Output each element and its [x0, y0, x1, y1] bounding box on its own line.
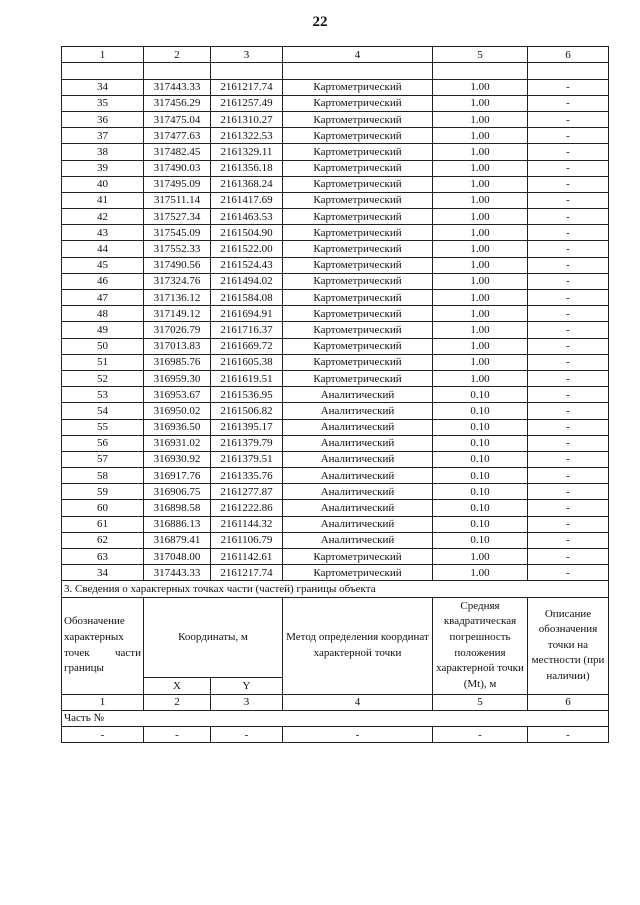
- description-cell: -: [528, 306, 609, 322]
- point-number-cell: 39: [62, 160, 144, 176]
- x-coordinate-cell: 317477.63: [144, 128, 211, 144]
- description-cell: -: [528, 516, 609, 532]
- method-cell: Картометрический: [283, 209, 433, 225]
- table-row: [62, 354, 609, 370]
- header-description: Описание обозначения точки на местности (при наличии): [528, 597, 609, 694]
- error-cell: 0.10: [433, 451, 528, 467]
- page-number: 22: [312, 14, 328, 30]
- method-cell: Картометрический: [283, 322, 433, 338]
- table-row: [62, 111, 609, 127]
- description-cell: -: [528, 435, 609, 451]
- y-coordinate-cell: 2161669.72: [211, 338, 283, 354]
- x-coordinate-cell: 317511.14: [144, 192, 211, 208]
- error-cell: 0.10: [433, 500, 528, 516]
- point-number-cell: 63: [62, 549, 144, 565]
- table-row: [62, 128, 609, 144]
- point-number-cell: 50: [62, 338, 144, 354]
- method-cell: Картометрический: [283, 273, 433, 289]
- method-cell: Аналитический: [283, 516, 433, 532]
- description-cell: -: [528, 95, 609, 111]
- point-number-cell: 46: [62, 273, 144, 289]
- table-row: [62, 516, 609, 532]
- error-cell: 1.00: [433, 322, 528, 338]
- column-number: 5: [433, 47, 528, 63]
- method-cell: Картометрический: [283, 176, 433, 192]
- table-row: [62, 192, 609, 208]
- empty-row: [62, 63, 609, 79]
- error-cell: 1.00: [433, 95, 528, 111]
- error-cell: 1.00: [433, 338, 528, 354]
- method-cell: Картометрический: [283, 290, 433, 306]
- y-coordinate-cell: 2161368.24: [211, 176, 283, 192]
- description-cell: -: [528, 500, 609, 516]
- method-cell: Аналитический: [283, 500, 433, 516]
- point-number-cell: 52: [62, 370, 144, 386]
- table-row: [62, 500, 609, 516]
- y-coordinate-cell: 2161106.79: [211, 532, 283, 548]
- empty-cell: -: [62, 726, 144, 742]
- method-cell: Аналитический: [283, 468, 433, 484]
- y-coordinate-cell: 2161144.32: [211, 516, 283, 532]
- method-cell: Картометрический: [283, 370, 433, 386]
- table-row: [62, 565, 609, 581]
- description-cell: -: [528, 241, 609, 257]
- table-row: [62, 209, 609, 225]
- x-coordinate-cell: 317490.03: [144, 160, 211, 176]
- y-coordinate-cell: 2161257.49: [211, 95, 283, 111]
- table-row: [62, 532, 609, 548]
- x-coordinate-cell: 316950.02: [144, 403, 211, 419]
- x-coordinate-cell: 317490.56: [144, 257, 211, 273]
- y-coordinate-cell: 2161335.76: [211, 468, 283, 484]
- error-cell: 1.00: [433, 209, 528, 225]
- table-row: [62, 451, 609, 467]
- point-number-cell: 48: [62, 306, 144, 322]
- error-cell: 0.10: [433, 435, 528, 451]
- description-cell: -: [528, 273, 609, 289]
- method-cell: Картометрический: [283, 95, 433, 111]
- point-number-cell: 59: [62, 484, 144, 500]
- error-cell: 1.00: [433, 354, 528, 370]
- error-cell: 1.00: [433, 111, 528, 127]
- description-cell: -: [528, 144, 609, 160]
- table-row: [62, 370, 609, 386]
- column-number: 6: [528, 47, 609, 63]
- header-y: Y: [211, 678, 283, 695]
- point-number-cell: 58: [62, 468, 144, 484]
- point-number-cell: 56: [62, 435, 144, 451]
- description-cell: -: [528, 484, 609, 500]
- y-coordinate-cell: 2161494.02: [211, 273, 283, 289]
- x-coordinate-cell: 317456.29: [144, 95, 211, 111]
- part-label-row: [62, 710, 609, 726]
- method-cell: Картометрический: [283, 128, 433, 144]
- description-cell: -: [528, 532, 609, 548]
- point-number-cell: 34: [62, 565, 144, 581]
- error-cell: 1.00: [433, 192, 528, 208]
- description-cell: -: [528, 468, 609, 484]
- x-coordinate-cell: 316953.67: [144, 387, 211, 403]
- x-coordinate-cell: 317475.04: [144, 111, 211, 127]
- method-cell: Картометрический: [283, 79, 433, 95]
- error-cell: 0.10: [433, 484, 528, 500]
- boundary-points-table: [61, 46, 609, 743]
- y-coordinate-cell: 2161379.79: [211, 435, 283, 451]
- point-number-cell: 61: [62, 516, 144, 532]
- table-row: [62, 419, 609, 435]
- x-coordinate-cell: 317324.76: [144, 273, 211, 289]
- point-number-cell: 35: [62, 95, 144, 111]
- section-title: 3. Сведения о характерных точках части (частей) границы объекта: [62, 581, 609, 597]
- point-number-cell: 36: [62, 111, 144, 127]
- method-cell: Аналитический: [283, 532, 433, 548]
- error-cell: 1.00: [433, 241, 528, 257]
- x-coordinate-cell: 317048.00: [144, 549, 211, 565]
- description-cell: -: [528, 549, 609, 565]
- method-cell: Картометрический: [283, 354, 433, 370]
- y-coordinate-cell: 2161605.38: [211, 354, 283, 370]
- method-cell: Аналитический: [283, 419, 433, 435]
- error-cell: 1.00: [433, 176, 528, 192]
- empty-cell: -: [283, 726, 433, 742]
- x-coordinate-cell: 316936.50: [144, 419, 211, 435]
- x-coordinate-cell: 316879.41: [144, 532, 211, 548]
- table-row: [62, 484, 609, 500]
- y-coordinate-cell: 2161329.11: [211, 144, 283, 160]
- table-row: [62, 322, 609, 338]
- x-coordinate-cell: 317443.33: [144, 79, 211, 95]
- empty-cell: -: [433, 726, 528, 742]
- table-row: [62, 290, 609, 306]
- error-cell: 0.10: [433, 403, 528, 419]
- point-number-cell: 44: [62, 241, 144, 257]
- point-number-cell: 57: [62, 451, 144, 467]
- description-cell: -: [528, 225, 609, 241]
- header-coordinates: Координаты, м: [144, 597, 283, 678]
- header-method: Метод определения координат характерной точки: [283, 597, 433, 694]
- y-coordinate-cell: 2161504.90: [211, 225, 283, 241]
- point-number-cell: 40: [62, 176, 144, 192]
- y-coordinate-cell: 2161522.00: [211, 241, 283, 257]
- y-coordinate-cell: 2161222.86: [211, 500, 283, 516]
- table-row: [62, 241, 609, 257]
- x-coordinate-cell: 317495.09: [144, 176, 211, 192]
- description-cell: -: [528, 176, 609, 192]
- x-coordinate-cell: 317136.12: [144, 290, 211, 306]
- description-cell: -: [528, 128, 609, 144]
- table-row: [62, 403, 609, 419]
- y-coordinate-cell: 2161417.69: [211, 192, 283, 208]
- error-cell: 0.10: [433, 516, 528, 532]
- section-title-row: [62, 581, 609, 597]
- description-cell: -: [528, 257, 609, 273]
- point-number-cell: 47: [62, 290, 144, 306]
- point-number-cell: 60: [62, 500, 144, 516]
- y-coordinate-cell: 2161619.51: [211, 370, 283, 386]
- description-cell: -: [528, 290, 609, 306]
- description-cell: -: [528, 370, 609, 386]
- empty-cell: -: [211, 726, 283, 742]
- column-number: 4: [283, 47, 433, 63]
- column-number: 1: [62, 47, 144, 63]
- column-number: 4: [283, 694, 433, 710]
- method-cell: Картометрический: [283, 241, 433, 257]
- point-number-cell: 54: [62, 403, 144, 419]
- y-coordinate-cell: 2161217.74: [211, 565, 283, 581]
- description-cell: -: [528, 403, 609, 419]
- x-coordinate-cell: 316985.76: [144, 354, 211, 370]
- y-coordinate-cell: 2161379.51: [211, 451, 283, 467]
- error-cell: 0.10: [433, 387, 528, 403]
- column-number-row: [62, 47, 609, 63]
- y-coordinate-cell: 2161322.53: [211, 128, 283, 144]
- part-label: Часть №: [62, 710, 609, 726]
- method-cell: Картометрический: [283, 338, 433, 354]
- method-cell: Аналитический: [283, 435, 433, 451]
- y-coordinate-cell: 2161463.53: [211, 209, 283, 225]
- error-cell: 0.10: [433, 468, 528, 484]
- table-row: [62, 257, 609, 273]
- point-number-cell: 41: [62, 192, 144, 208]
- description-cell: -: [528, 160, 609, 176]
- column-number: 1: [62, 694, 144, 710]
- x-coordinate-cell: 316906.75: [144, 484, 211, 500]
- description-cell: -: [528, 338, 609, 354]
- y-coordinate-cell: 2161506.82: [211, 403, 283, 419]
- y-coordinate-cell: 2161536.95: [211, 387, 283, 403]
- x-coordinate-cell: 317552.33: [144, 241, 211, 257]
- column-number: 2: [144, 694, 211, 710]
- y-coordinate-cell: 2161524.43: [211, 257, 283, 273]
- description-cell: -: [528, 451, 609, 467]
- header-point-designation: Обозначение характерных точек части границы: [62, 597, 144, 694]
- y-coordinate-cell: 2161217.74: [211, 79, 283, 95]
- error-cell: 1.00: [433, 144, 528, 160]
- point-number-cell: 37: [62, 128, 144, 144]
- point-number-cell: 38: [62, 144, 144, 160]
- empty-cell: -: [528, 726, 609, 742]
- point-number-cell: 34: [62, 79, 144, 95]
- header-x: X: [144, 678, 211, 695]
- method-cell: Картометрический: [283, 111, 433, 127]
- error-cell: 1.00: [433, 290, 528, 306]
- description-cell: -: [528, 79, 609, 95]
- y-coordinate-cell: 2161277.87: [211, 484, 283, 500]
- point-number-cell: 53: [62, 387, 144, 403]
- part-empty-row: [62, 726, 609, 742]
- header-error: Средняя квадратическая погрешность положения характерной точки (Mt), м: [433, 597, 528, 694]
- empty-cell: -: [144, 726, 211, 742]
- x-coordinate-cell: 316917.76: [144, 468, 211, 484]
- x-coordinate-cell: 317545.09: [144, 225, 211, 241]
- x-coordinate-cell: 317482.45: [144, 144, 211, 160]
- method-cell: Картометрический: [283, 306, 433, 322]
- table-row: [62, 144, 609, 160]
- table-row: [62, 160, 609, 176]
- description-cell: -: [528, 354, 609, 370]
- point-number-cell: 51: [62, 354, 144, 370]
- x-coordinate-cell: 317527.34: [144, 209, 211, 225]
- x-coordinate-cell: 317013.83: [144, 338, 211, 354]
- column-number: 3: [211, 47, 283, 63]
- method-cell: Картометрический: [283, 144, 433, 160]
- error-cell: 1.00: [433, 225, 528, 241]
- table-row: [62, 549, 609, 565]
- point-number-cell: 42: [62, 209, 144, 225]
- table-row: [62, 435, 609, 451]
- description-cell: -: [528, 387, 609, 403]
- method-cell: Аналитический: [283, 451, 433, 467]
- y-coordinate-cell: 2161694.91: [211, 306, 283, 322]
- y-coordinate-cell: 2161584.08: [211, 290, 283, 306]
- error-cell: 1.00: [433, 257, 528, 273]
- method-cell: Аналитический: [283, 387, 433, 403]
- error-cell: 1.00: [433, 160, 528, 176]
- description-cell: -: [528, 419, 609, 435]
- description-cell: -: [528, 192, 609, 208]
- description-cell: -: [528, 209, 609, 225]
- error-cell: 1.00: [433, 79, 528, 95]
- error-cell: 1.00: [433, 549, 528, 565]
- table-row: [62, 95, 609, 111]
- method-cell: Аналитический: [283, 403, 433, 419]
- x-coordinate-cell: 317026.79: [144, 322, 211, 338]
- column-number: 2: [144, 47, 211, 63]
- y-coordinate-cell: 2161356.18: [211, 160, 283, 176]
- column-number: 3: [211, 694, 283, 710]
- point-number-cell: 43: [62, 225, 144, 241]
- x-coordinate-cell: 316886.13: [144, 516, 211, 532]
- x-coordinate-cell: 316959.30: [144, 370, 211, 386]
- method-cell: Картометрический: [283, 192, 433, 208]
- description-cell: -: [528, 322, 609, 338]
- y-coordinate-cell: 2161395.17: [211, 419, 283, 435]
- method-cell: Аналитический: [283, 484, 433, 500]
- error-cell: 0.10: [433, 419, 528, 435]
- y-coordinate-cell: 2161142.61: [211, 549, 283, 565]
- table-row: [62, 468, 609, 484]
- column-number: 5: [433, 694, 528, 710]
- table-row: [62, 225, 609, 241]
- point-number-cell: 55: [62, 419, 144, 435]
- point-number-cell: 49: [62, 322, 144, 338]
- column-number: 6: [528, 694, 609, 710]
- point-number-cell: 45: [62, 257, 144, 273]
- table-row: [62, 176, 609, 192]
- error-cell: 1.00: [433, 565, 528, 581]
- error-cell: 1.00: [433, 306, 528, 322]
- table-row: [62, 306, 609, 322]
- table-row: [62, 338, 609, 354]
- error-cell: 0.10: [433, 532, 528, 548]
- y-coordinate-cell: 2161310.27: [211, 111, 283, 127]
- error-cell: 1.00: [433, 370, 528, 386]
- x-coordinate-cell: 317443.33: [144, 565, 211, 581]
- x-coordinate-cell: 316931.02: [144, 435, 211, 451]
- method-cell: Картометрический: [283, 160, 433, 176]
- x-coordinate-cell: 316898.58: [144, 500, 211, 516]
- table-row: [62, 387, 609, 403]
- x-coordinate-cell: 316930.92: [144, 451, 211, 467]
- method-cell: Картометрический: [283, 257, 433, 273]
- method-cell: Картометрический: [283, 225, 433, 241]
- y-coordinate-cell: 2161716.37: [211, 322, 283, 338]
- table-row: [62, 273, 609, 289]
- method-cell: Картометрический: [283, 565, 433, 581]
- error-cell: 1.00: [433, 128, 528, 144]
- section-header-row: [62, 597, 609, 678]
- error-cell: 1.00: [433, 273, 528, 289]
- method-cell: Картометрический: [283, 549, 433, 565]
- section-column-number-row: [62, 694, 609, 710]
- description-cell: -: [528, 111, 609, 127]
- x-coordinate-cell: 317149.12: [144, 306, 211, 322]
- description-cell: -: [528, 565, 609, 581]
- point-number-cell: 62: [62, 532, 144, 548]
- table-row: [62, 79, 609, 95]
